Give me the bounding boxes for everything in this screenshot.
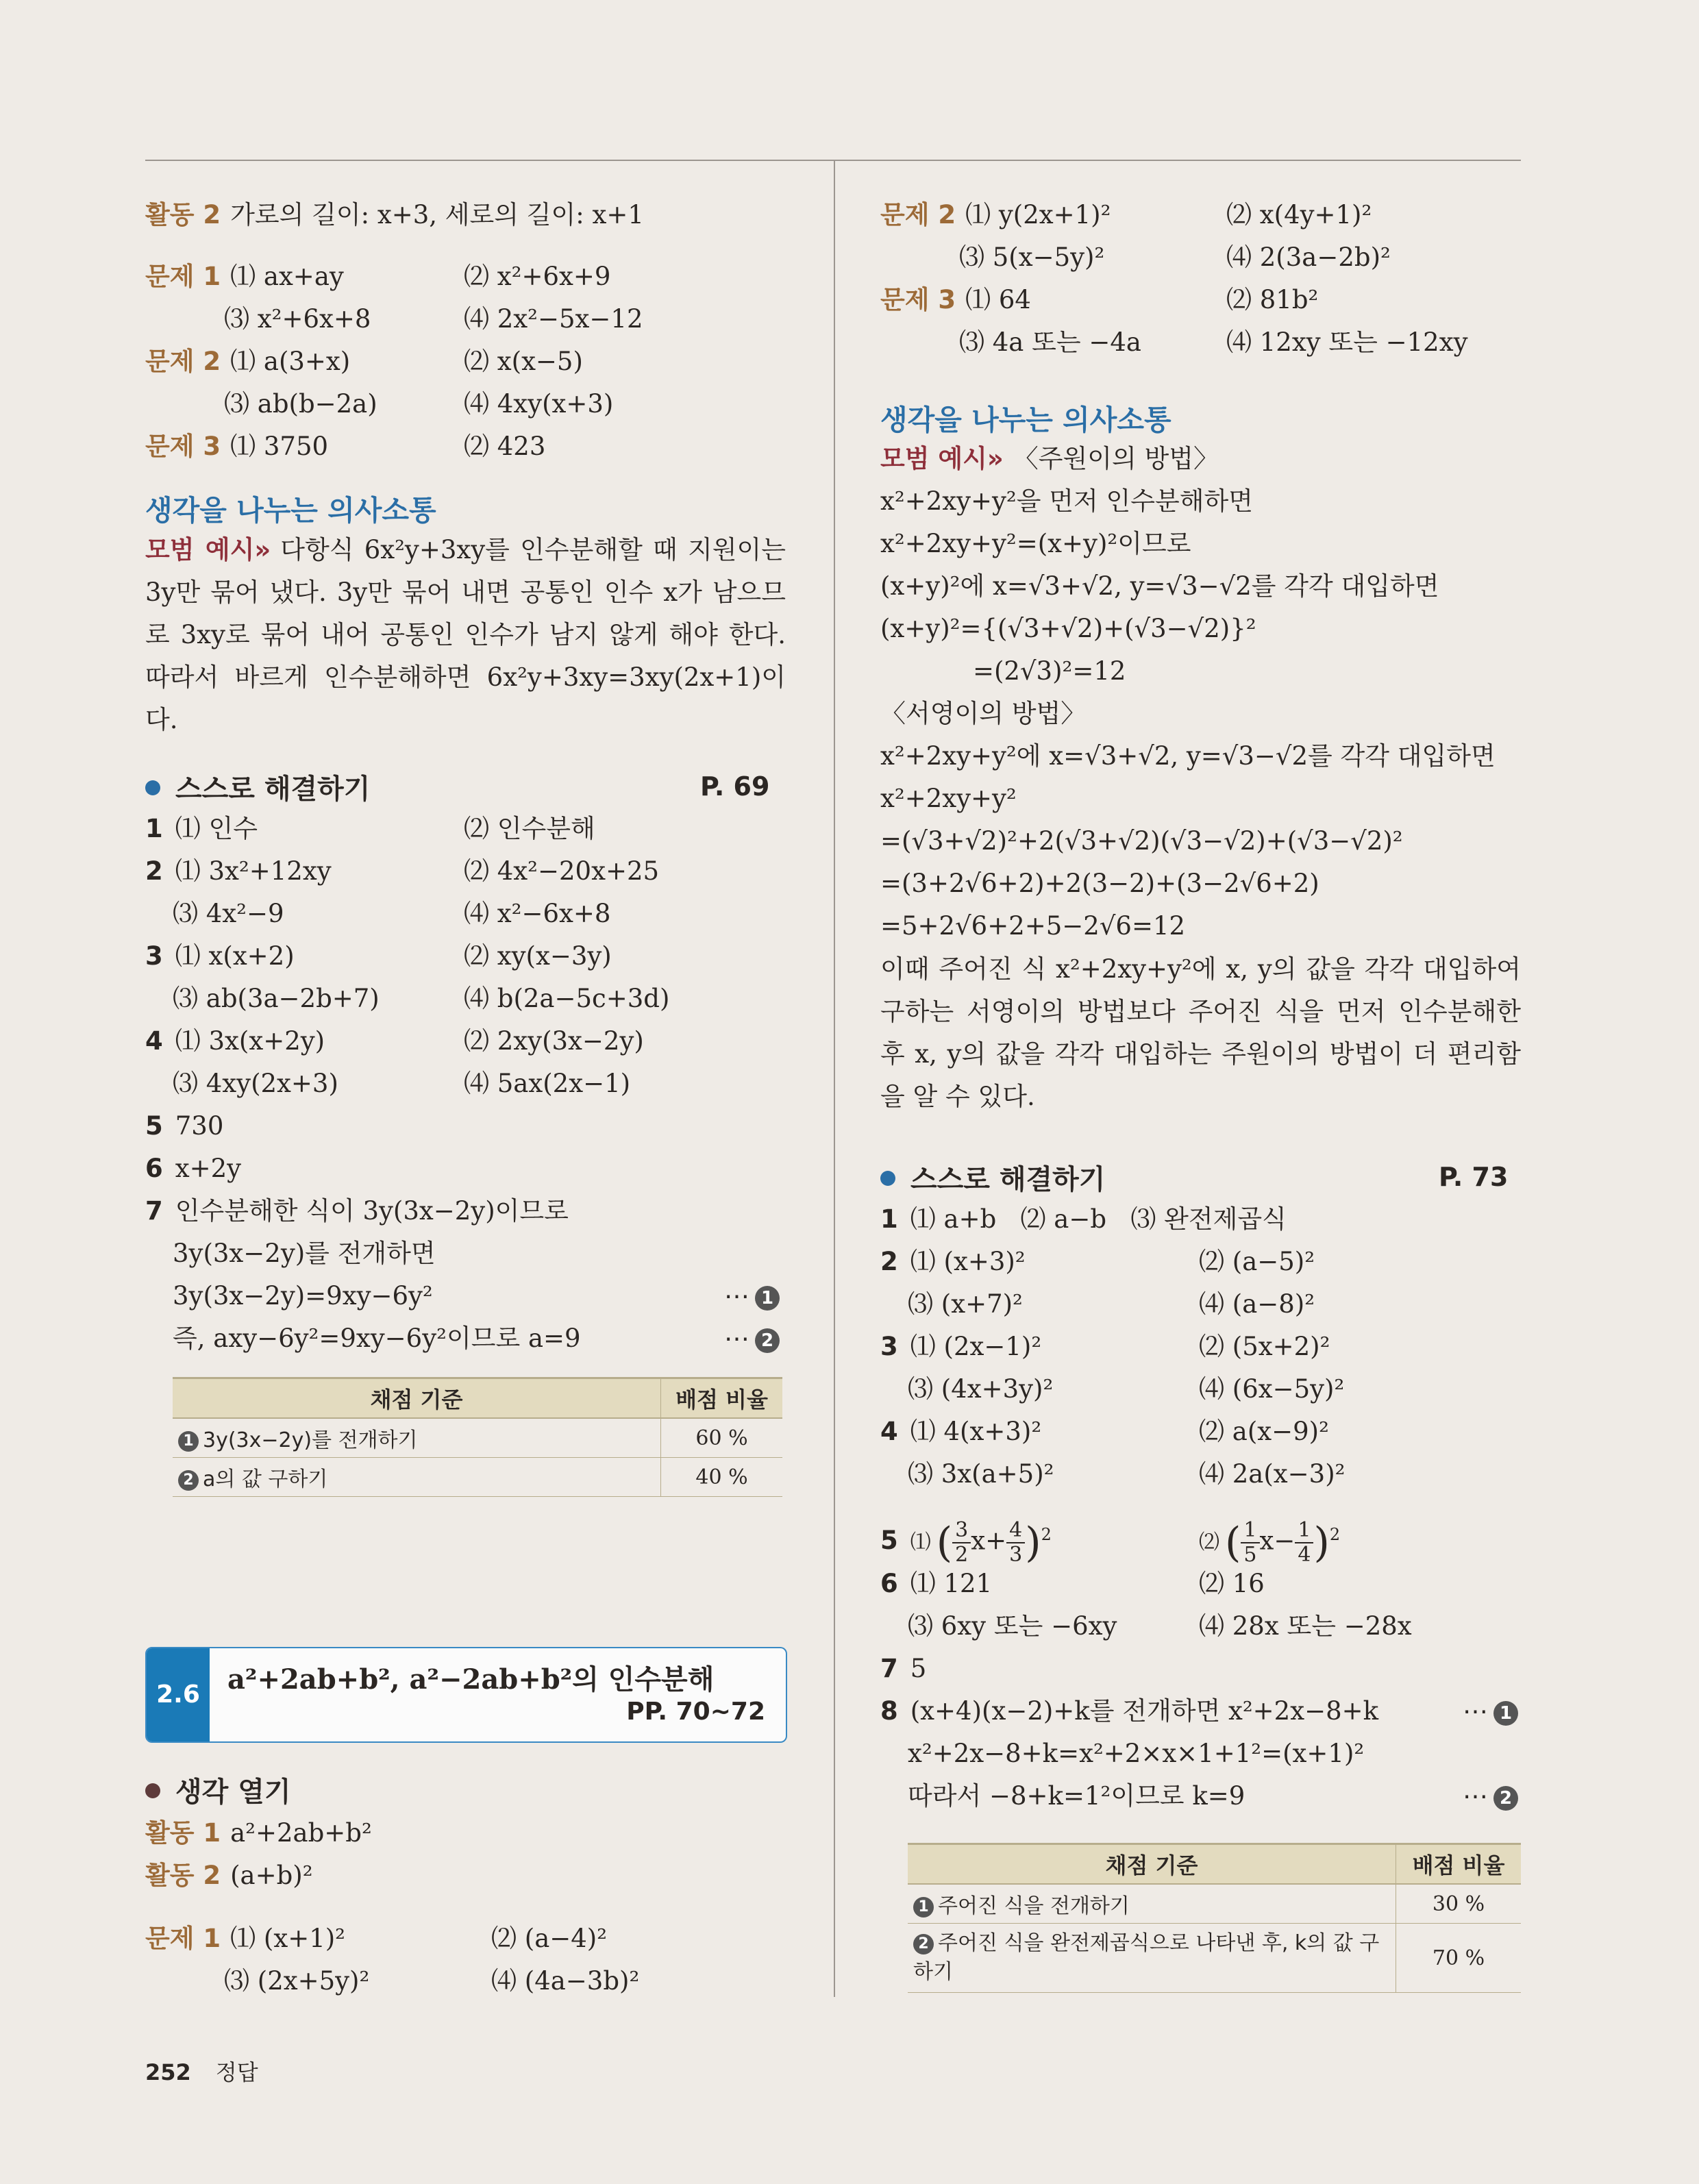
q-num: 6 <box>880 1569 898 1598</box>
answer: ⑴ 64 <box>965 285 1031 314</box>
answer: ⑴ 3x²+12xy <box>175 856 332 886</box>
q7 <box>880 1648 926 1689</box>
answer: ⑷ 12xy 또는 −12xy <box>1226 327 1468 357</box>
q3 <box>145 936 295 977</box>
page-label: 정답 <box>215 2059 258 2085</box>
answer: ⑴ x(x+2) <box>175 941 295 971</box>
q-num: 4 <box>145 1026 163 1056</box>
step-circle-icon: 2 <box>755 1328 780 1353</box>
criteria-cell <box>908 1884 1396 1924</box>
expr: x− <box>1259 1526 1295 1556</box>
scoring-table <box>908 1843 1521 1993</box>
bullet-icon <box>145 780 160 795</box>
problem-tag: 문제 3 <box>880 285 956 314</box>
answer: ⑵ (a−4)² <box>491 1924 608 1953</box>
section-title: a²+2ab+b², a²−2ab+b²의 인수분해 <box>227 1663 715 1696</box>
answer: ⑵ x(x−5) <box>464 347 583 376</box>
header-criteria: 채점 기준 <box>173 1378 661 1419</box>
page-number: 252 <box>145 2059 191 2085</box>
step-marker-1 <box>1463 1691 1518 1732</box>
criteria-text: a의 값 구하기 <box>203 1467 328 1491</box>
answer: 5 <box>910 1654 927 1683</box>
answer: ⑷ 28x 또는 −28x <box>1199 1611 1412 1641</box>
q4 <box>145 1021 325 1062</box>
answer: ⑶ 4a 또는 −4a <box>959 327 1141 357</box>
denominator: 2 <box>955 1542 969 1567</box>
ratio-cell: 60 % <box>661 1418 783 1458</box>
q-num: 3 <box>880 1332 898 1361</box>
answer: ⑷ 4xy(x+3) <box>464 389 614 419</box>
q4 <box>880 1411 1041 1452</box>
ellipsis: ⋯ <box>1463 1696 1488 1726</box>
q5 <box>880 1507 1052 1570</box>
bullet-icon <box>880 1171 895 1186</box>
problem-3 <box>880 280 1031 321</box>
criteria-cell <box>173 1418 661 1458</box>
activity-2 <box>145 195 644 236</box>
q-num: 2 <box>145 856 163 886</box>
problem-tag: 문제 1 <box>145 1924 221 1953</box>
solution-line: 3y(3x−2y)=9xy−6y² <box>173 1281 433 1311</box>
answer: ⑷ 5ax(2x−1) <box>464 1069 631 1098</box>
answer: ⑴ 121 <box>910 1569 993 1598</box>
sub-label: ⑴ <box>910 1530 931 1555</box>
step-marker-2 <box>1463 1776 1518 1817</box>
ratio-cell: 40 % <box>661 1458 783 1497</box>
activity-tag: 활동 2 <box>145 200 221 229</box>
header-ratio: 배점 비율 <box>1396 1844 1522 1885</box>
problem-1 <box>145 256 344 297</box>
q8 <box>880 1691 1378 1732</box>
answer: 730 <box>175 1111 224 1141</box>
example-tag: 모범 예시» <box>145 535 271 564</box>
heading-text: 스스로 해결하기 <box>910 1164 1106 1195</box>
q2 <box>880 1241 1026 1282</box>
q1 <box>145 808 258 849</box>
sub-label: ⑵ <box>1199 1530 1219 1555</box>
q-num: 1 <box>145 814 163 843</box>
answer: ⑵ a(x−9)² <box>1199 1417 1329 1446</box>
solution-line: 3y(3x−2y)를 전개하면 <box>173 1239 436 1268</box>
ellipsis: ⋯ <box>724 1281 749 1311</box>
q5-2 <box>1199 1507 1340 1570</box>
q3 <box>880 1326 1041 1367</box>
think-activity-1 <box>145 1813 372 1854</box>
q-num: 4 <box>880 1417 898 1446</box>
solution-line: (x+4)(x−2)+k를 전개하면 x²+2x−8+k <box>910 1696 1379 1726</box>
comm-line: (x+y)²에 x=√3+√2, y=√3−√2를 각각 대입하면 <box>880 571 1439 601</box>
answer: ⑴ (x+3)² <box>910 1247 1026 1276</box>
q-num: 6 <box>145 1154 163 1183</box>
comm-line: =(2√3)²=12 <box>973 656 1126 686</box>
fraction <box>1295 1519 1313 1567</box>
criteria-text: 3y(3x−2y)를 전개하기 <box>203 1428 418 1452</box>
scoring-table <box>173 1377 782 1497</box>
activity-tag: 활동 1 <box>145 1818 221 1848</box>
paren: ) <box>1313 1518 1330 1567</box>
example-tag: 모범 예시» <box>880 444 1004 473</box>
answer: ⑶ 6xy 또는 −6xy <box>908 1611 1117 1641</box>
answer: ⑷ (6x−5y)² <box>1199 1374 1345 1404</box>
denominator: 3 <box>1009 1542 1023 1567</box>
paren: ( <box>1225 1518 1241 1567</box>
step-circle-icon: 1 <box>1493 1701 1518 1726</box>
q7 <box>145 1191 569 1232</box>
step-circle-icon: 1 <box>913 1897 934 1918</box>
comm-text: 다항식 6x²y+3xy를 인수분해할 때 지원이는 3y만 묶어 냈다. 3y만 묶어 내면 공통인 인수 x가 남으므로 3xy로 묶어 내어 공통인 인수가 남지 않게 해야 한다. 따라서 바르게 인수분해하면 6x²y+3xy=3xy(2x+1)이다. <box>145 535 786 734</box>
self-solve-heading <box>880 1158 1105 1197</box>
comm-line: x²+2xy+y²에 x=√3+√2, y=√3−√2를 각각 대입하면 <box>880 741 1496 771</box>
answer: ⑵ xy(x−3y) <box>464 941 612 971</box>
comm-line: x²+2xy+y²=(x+y)²이므로 <box>880 529 1191 558</box>
header-criteria: 채점 기준 <box>908 1844 1396 1885</box>
bullet-icon <box>145 1783 160 1798</box>
answer: ⑷ b(2a−5c+3d) <box>464 984 670 1013</box>
comm-line: =(3+2√6+2)+2(3−2)+(3−2√6+2) <box>880 869 1319 898</box>
answer: x+2y <box>175 1154 242 1183</box>
answer: ⑶ x²+6x+8 <box>224 304 371 334</box>
table-row <box>908 1884 1521 1924</box>
step-circle-icon: 2 <box>913 1934 934 1955</box>
answer: ⑴ 3750 <box>230 432 329 461</box>
ratio-cell: 70 % <box>1396 1924 1522 1993</box>
solution-line: 따라서 −8+k=1²이므로 k=9 <box>908 1781 1245 1811</box>
criteria-cell <box>173 1458 661 1497</box>
activity-text: 가로의 길이: x+3, 세로의 길이: x+1 <box>230 200 644 229</box>
answer: ⑷ (4a−3b)² <box>491 1966 640 1996</box>
criteria-text: 주어진 식을 완전제곱식으로 나타낸 후, k의 값 구하기 <box>913 1931 1380 1984</box>
step-marker-1 <box>724 1276 780 1317</box>
heading-text: 생각 열기 <box>175 1776 291 1808</box>
q6 <box>880 1563 992 1604</box>
answer: ⑷ 2(3a−2b)² <box>1226 243 1391 272</box>
q6 <box>145 1148 241 1189</box>
section-banner <box>145 1647 787 1743</box>
comm-line: =5+2√6+2+5−2√6=12 <box>880 911 1186 941</box>
criteria-cell <box>908 1924 1396 1993</box>
q-num: 5 <box>880 1526 898 1556</box>
think-problem-1 <box>145 1918 345 1959</box>
answer: ⑶ 3x(a+5)² <box>908 1459 1054 1489</box>
section-heading: 생각을 나누는 의사소통 <box>880 404 1171 436</box>
paren: ( <box>936 1518 953 1567</box>
expr: x+ <box>971 1526 1007 1556</box>
step-circle-icon: 1 <box>755 1286 780 1311</box>
answer: ⑶ (x+7)² <box>908 1289 1023 1319</box>
answer: ⑴ y(2x+1)² <box>965 200 1111 229</box>
problem-3 <box>145 426 328 467</box>
solution-line: 즉, axy−6y²=9xy−6y²이므로 a=9 <box>173 1324 581 1353</box>
table-row <box>173 1458 782 1497</box>
q1 <box>880 1199 1287 1240</box>
fraction <box>1241 1519 1259 1567</box>
comm-line: x²+2xy+y²을 먼저 인수분해하면 <box>880 486 1253 516</box>
answer: ⑵ 16 <box>1199 1569 1265 1598</box>
answer: ⑴ a(3+x) <box>230 347 351 376</box>
header-ratio: 배점 비율 <box>661 1378 783 1419</box>
page-ref: P. 69 <box>700 771 770 802</box>
answer: ⑵ 423 <box>464 432 546 461</box>
numerator: 1 <box>1295 1519 1313 1543</box>
page-ref: P. 73 <box>1439 1162 1509 1192</box>
q-num: 5 <box>145 1111 163 1141</box>
answer: ⑵ 4x²−20x+25 <box>464 856 660 886</box>
think-activity-2 <box>145 1855 313 1896</box>
answer: ⑶ 4xy(2x+3) <box>173 1069 338 1098</box>
think-heading <box>145 1770 291 1809</box>
q-num: 1 <box>880 1204 898 1234</box>
solution-line: 인수분해한 식이 3y(3x−2y)이므로 <box>175 1196 569 1226</box>
answer: ⑷ x²−6x+8 <box>464 899 611 928</box>
numerator: 3 <box>952 1519 971 1543</box>
answer: ⑴ 3x(x+2y) <box>175 1026 325 1056</box>
q-num: 7 <box>145 1196 163 1226</box>
section-number: 2.6 <box>147 1648 210 1741</box>
problem-2 <box>880 195 1111 236</box>
comm-conclusion: 이때 주어진 식 x²+2xy+y²에 x, y의 값을 각각 대입하여 구하는 서영이의 방법보다 주어진 식을 먼저 인수분해한 후 x, y의 값을 각각 대입하는 주원이의 방법이 더 편리함을 알 수 있다. <box>880 954 1521 1111</box>
table-row <box>908 1924 1521 1993</box>
section-heading: 생각을 나누는 의사소통 <box>145 494 436 527</box>
page-footer <box>145 2055 258 2087</box>
solution-line: x²+2x−8+k=x²+2×x×1+1²=(x+1)² <box>908 1739 1365 1768</box>
fraction <box>1006 1519 1025 1567</box>
answer: ⑴ 인수 <box>175 814 258 843</box>
ellipsis: ⋯ <box>724 1324 749 1353</box>
q-num: 3 <box>145 941 163 971</box>
comm-line: (x+y)²={(√3+√2)+(√3−√2)}² <box>880 614 1256 643</box>
activity-text: a²+2ab+b² <box>230 1818 372 1848</box>
comm-line: =(√3+√2)²+2(√3+√2)(√3−√2)+(√3−√2)² <box>880 826 1403 856</box>
answer: ⑴ a+b ⑵ a−b ⑶ 완전제곱식 <box>910 1204 1287 1234</box>
answer: ⑴ (2x−1)² <box>910 1332 1042 1361</box>
comm-line: x²+2xy+y² <box>880 784 1017 813</box>
section-pages: PP. 70~72 <box>626 1698 765 1726</box>
answer: ⑶ 5(x−5y)² <box>959 243 1105 272</box>
exponent: 2 <box>1329 1525 1341 1544</box>
self-solve-heading <box>145 767 370 806</box>
table-header <box>908 1844 1521 1885</box>
step-marker-2 <box>724 1318 780 1359</box>
problem-tag: 문제 2 <box>145 347 221 376</box>
answer: ⑴ ax+ay <box>230 262 344 291</box>
problem-tag: 문제 1 <box>145 262 221 291</box>
step-circle-icon: 1 <box>178 1431 199 1452</box>
answer: ⑶ 4x²−9 <box>173 899 284 928</box>
denominator: 4 <box>1298 1542 1311 1567</box>
activity-tag: 활동 2 <box>145 1861 221 1890</box>
comm-paragraph <box>145 529 786 741</box>
answer: ⑴ 4(x+3)² <box>910 1417 1042 1446</box>
criteria-text: 주어진 식을 전개하기 <box>938 1894 1130 1918</box>
ellipsis: ⋯ <box>1463 1781 1488 1811</box>
paren: ) <box>1025 1518 1041 1567</box>
answer: ⑵ 2xy(3x−2y) <box>464 1026 644 1056</box>
answer: ⑵ x²+6x+9 <box>464 262 611 291</box>
numerator: 1 <box>1241 1519 1259 1543</box>
answer: ⑶ (4x+3y)² <box>908 1374 1054 1404</box>
q-num: 7 <box>880 1654 898 1683</box>
q2 <box>145 851 332 892</box>
answer: ⑶ (2x+5y)² <box>224 1966 370 1996</box>
numerator: 4 <box>1006 1519 1025 1543</box>
answer: ⑵ (5x+2)² <box>1199 1332 1330 1361</box>
answer: ⑵ 인수분해 <box>464 814 595 843</box>
answer: ⑶ ab(3a−2b+7) <box>173 984 380 1013</box>
problem-tag: 문제 3 <box>145 432 221 461</box>
q-num: 8 <box>880 1696 898 1726</box>
q-num: 2 <box>880 1247 898 1276</box>
problem-tag: 문제 2 <box>880 200 956 229</box>
answer: ⑵ 81b² <box>1226 285 1319 314</box>
answer: ⑵ (a−5)² <box>1199 1247 1315 1276</box>
exponent: 2 <box>1041 1525 1052 1544</box>
ratio-cell: 30 % <box>1396 1884 1522 1924</box>
answer: ⑷ 2a(x−3)² <box>1199 1459 1345 1489</box>
q5 <box>145 1106 223 1147</box>
table-header <box>173 1378 782 1419</box>
comm-line: 〈서영이의 방법〉 <box>880 699 1087 728</box>
answer: ⑵ x(4y+1)² <box>1226 200 1372 229</box>
step-circle-icon: 2 <box>178 1470 199 1491</box>
answer: ⑷ (a−8)² <box>1199 1289 1315 1319</box>
column-divider <box>834 161 835 1997</box>
answer: ⑷ 2x²−5x−12 <box>464 304 643 334</box>
denominator: 5 <box>1243 1542 1257 1567</box>
problem-2 <box>145 341 350 382</box>
answer: ⑶ ab(b−2a) <box>224 389 377 419</box>
table-row <box>173 1418 782 1458</box>
answer: ⑴ (x+1)² <box>230 1924 345 1953</box>
fraction <box>952 1519 971 1567</box>
activity-text: (a+b)² <box>230 1861 313 1890</box>
comm-line-0 <box>880 438 1219 480</box>
top-rule <box>145 160 1521 161</box>
heading-text: 스스로 해결하기 <box>175 773 371 805</box>
step-circle-icon: 2 <box>1493 1786 1518 1811</box>
comm-text: 〈주원이의 방법〉 <box>1013 444 1219 473</box>
